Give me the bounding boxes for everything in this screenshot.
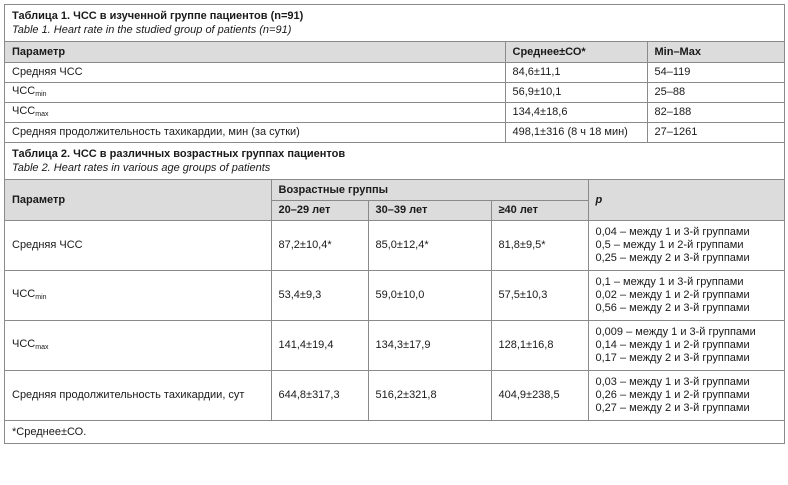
table2-row1-p <box>588 221 784 271</box>
table-row <box>5 371 784 421</box>
table2-header-g3: ≥40 лет <box>491 201 588 221</box>
table2-row2-param: $ЧСС_{min}$ <box>5 271 271 321</box>
table2-caption <box>5 143 784 179</box>
table2-row4-g2: 516,2±321,8 <box>368 371 491 421</box>
table-row <box>5 123 784 143</box>
table1-header-range: Min–Max <box>647 42 784 63</box>
table1-row4-range: 27–1261 <box>647 123 784 143</box>
table2-row4-p <box>588 371 784 421</box>
table-row <box>5 63 784 83</box>
table2-row3-p <box>588 321 784 371</box>
table2-row3-g2: 134,3±17,9 <box>368 321 491 371</box>
subscript-max: max <box>35 110 49 118</box>
table1-header-param: Параметр <box>5 42 505 63</box>
table2-row2-g3: 57,5±10,3 <box>491 271 588 321</box>
table2-title-ru: Таблица 2. ЧСС в различных возрастных группах пациентов <box>12 148 346 160</box>
table1-row3-param: $ЧСС_{max}$ <box>5 103 505 123</box>
p-line: 0,04 – между 1 и 3-й группами <box>595 226 750 238</box>
p-line: 0,56 – между 2 и 3-й группами <box>595 302 750 314</box>
p-line: 0,17 – между 2 и 3-й группами <box>595 352 750 364</box>
table2-row2-g2: 59,0±10,0 <box>368 271 491 321</box>
table-row <box>5 83 784 103</box>
table2-row1-param: Средняя ЧСС <box>5 221 271 271</box>
table2-header-p: p <box>588 180 784 221</box>
table2-header-param: Параметр <box>5 180 271 221</box>
table1-row2-range: 25–88 <box>647 83 784 103</box>
table2-row3-param: $ЧСС_{max}$ <box>5 321 271 371</box>
table2-row4-param: Средняя продолжительность тахикардии, сут <box>5 371 271 421</box>
table1-row1-range: 54–119 <box>647 63 784 83</box>
table1-row4-param: Средняя продолжительность тахикардии, мин (за сутки) <box>5 123 505 143</box>
table1-title-ru: Таблица 1. ЧСС в изученной группе пациентов (n=91) <box>12 10 304 22</box>
p-line: 0,03 – между 1 и 3-й группами <box>595 376 750 388</box>
table2-footnote: *Среднее±СО. <box>12 426 87 438</box>
subscript-min: min <box>35 90 47 98</box>
subscript-min: min <box>35 293 47 301</box>
p-line: 0,14 – между 1 и 2-й группами <box>595 339 750 351</box>
table1-header-mean: Среднее±СО* <box>505 42 647 63</box>
p-line: 0,26 – между 1 и 2-й группами <box>595 389 750 401</box>
table2-row4-g1: 644,8±317,3 <box>271 371 368 421</box>
table1-caption <box>5 5 784 41</box>
table1-title-en: Table 1. Heart rate in the studied group of patients (n=91) <box>12 24 292 36</box>
table1-row4-mean: 498,1±316 (8 ч 18 мин) <box>505 123 647 143</box>
table2-row1-g3: 81,8±9,5* <box>491 221 588 271</box>
table1-row2-param: $ЧСС_{min}$ <box>5 83 505 103</box>
table-row <box>5 321 784 371</box>
table1 <box>5 41 784 143</box>
p-line: 0,5 – между 1 и 2-й группами <box>595 239 744 251</box>
table2-row3-g1: 141,4±19,4 <box>271 321 368 371</box>
p-line: 0,009 – между 1 и 3-й группами <box>595 326 756 338</box>
table2-row2-g1: 53,4±9,3 <box>271 271 368 321</box>
p-line: 0,27 – между 2 и 3-й группами <box>595 402 750 414</box>
table2-header-g1: 20–29 лет <box>271 201 368 221</box>
table-row <box>5 271 784 321</box>
p-line: 0,02 – между 1 и 2-й группами <box>595 289 750 301</box>
table2-header-g2: 30–39 лет <box>368 201 491 221</box>
p-line: 0,25 – между 2 и 3-й группами <box>595 252 750 264</box>
table1-row3-range: 82–188 <box>647 103 784 123</box>
table1-row3-mean: 134,4±18,6 <box>505 103 647 123</box>
table-row <box>5 221 784 271</box>
table2-row1-g2: 85,0±12,4* <box>368 221 491 271</box>
table2 <box>5 179 784 421</box>
p-line: 0,1 – между 1 и 3-й группами <box>595 276 744 288</box>
table2-row1-g1: 87,2±10,4* <box>271 221 368 271</box>
table2-row4-g3: 404,9±238,5 <box>491 371 588 421</box>
tables-figure <box>4 4 785 444</box>
table1-row1-param: Средняя ЧСС <box>5 63 505 83</box>
table2-title-en: Table 2. Heart rates in various age groups of patients <box>12 162 271 174</box>
table2-row2-p <box>588 271 784 321</box>
table1-row1-mean: 84,6±11,1 <box>505 63 647 83</box>
table2-row3-g3: 128,1±16,8 <box>491 321 588 371</box>
table1-row2-mean: 56,9±10,1 <box>505 83 647 103</box>
table2-header-groups: Возрастные группы <box>271 180 588 201</box>
table-row <box>5 103 784 123</box>
subscript-max: max <box>35 343 49 351</box>
